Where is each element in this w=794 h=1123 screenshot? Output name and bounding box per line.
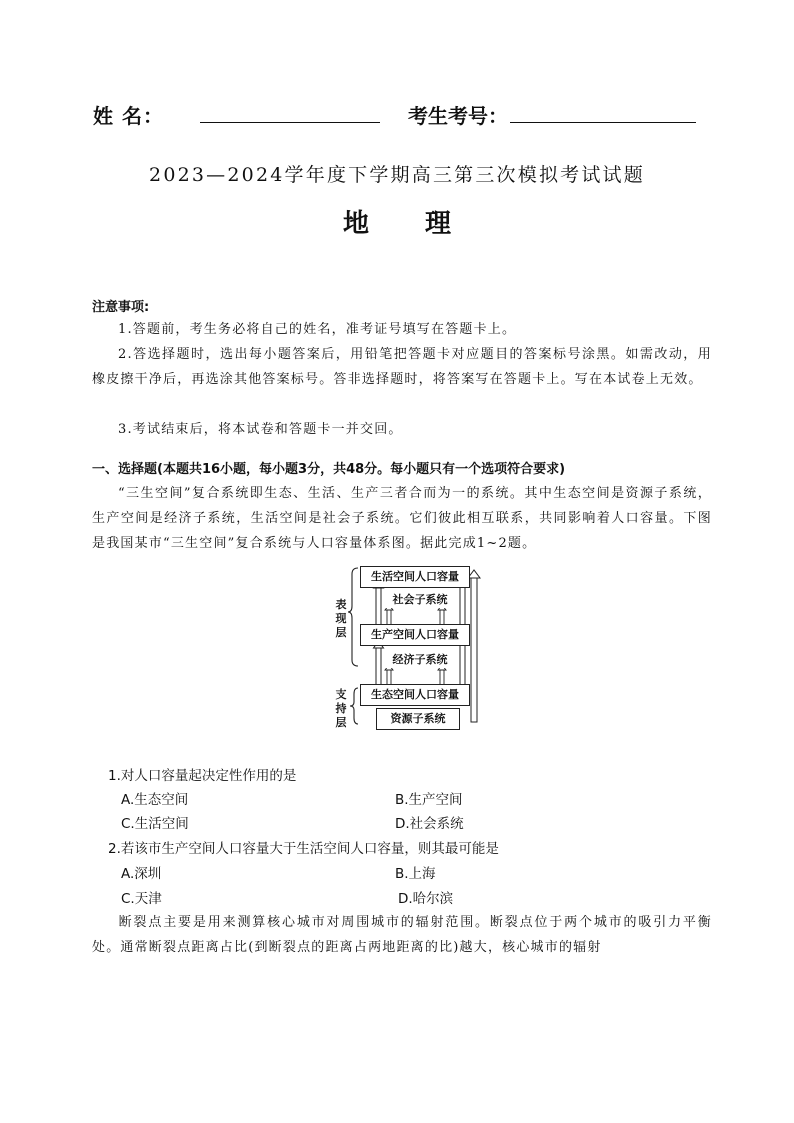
box-ecological-capacity: 生态空间人口容量	[360, 684, 470, 706]
question-2-stem: 2.若该市生产空间人口容量大于生活空间人口容量，则其最可能是	[108, 841, 499, 857]
notice-item-2: 2.答选择题时，选出每小题答案后，用铅笔把答题卡对应题目的答案标号涂黑。如需改动，用橡皮擦干净后，再选涂其他答案标号。答非选择题时，将答案写在答题卡上。写在本试卷上无效。	[92, 347, 712, 387]
name-label: 姓 名：	[93, 104, 164, 128]
box-resource-subsystem: 资源子系统	[376, 708, 460, 730]
side-label-performance: 表现层	[335, 598, 347, 639]
side-label-support: 支持层	[335, 688, 347, 729]
subject-title: 地 理	[342, 209, 452, 239]
notice-heading: 注意事项:	[92, 300, 150, 315]
q2-option-c: C.天津	[121, 891, 162, 907]
q1-option-a: A.生态空间	[121, 792, 189, 808]
section-heading: 一、选择题(本题共16小题，每小题3分，共48分。每小题只有一个选项符合要求)	[92, 462, 566, 477]
q2-option-d: D.哈尔滨	[398, 891, 454, 907]
q2-option-a: A.深圳	[121, 866, 162, 882]
box-economic-subsystem: 经济子系统	[385, 652, 455, 668]
q1-option-d: D.社会系统	[395, 816, 464, 832]
q1-option-c: C.生活空间	[121, 816, 189, 832]
section-intro: “三生空间”复合系统即生态、生活、生产三者合而为一的系统。其中生态空间是资源子系统，生产空间是经济子系统，生活空间是社会子系统。它们彼此相互联系，共同影响着人口容量。下图是我国某市“三生空间”复合系统与人口容量体系图。据此完成1~2题。	[92, 486, 712, 551]
q2-option-b: B.上海	[395, 866, 436, 882]
three-space-diagram	[330, 560, 490, 736]
name-field[interactable]	[200, 122, 380, 123]
box-production-capacity: 生产空间人口容量	[360, 624, 470, 646]
notice-item-3: 3.考试结束后，将本试卷和答题卡一并交回。	[118, 422, 403, 437]
box-social-subsystem: 社会子系统	[385, 592, 455, 608]
q1-option-b: B.生产空间	[395, 792, 463, 808]
box-living-capacity: 生活空间人口容量	[360, 566, 470, 588]
exam-number-field[interactable]	[510, 122, 696, 123]
exam-number-label: 考生考号：	[408, 104, 508, 128]
passage-breakpoint: 断裂点主要是用来测算核心城市对周围城市的辐射范围。断裂点位于两个城市的吸引力平衡处。通常断裂点距离占比(到断裂点的距离占两地距离的比)越大，核心城市的辐射	[92, 915, 712, 955]
exam-title: 2023—2024学年度下学期高三第三次模拟考试试题	[149, 164, 645, 186]
question-1-stem: 1.对人口容量起决定性作用的是	[108, 768, 297, 784]
notice-item-1: 1.答题前，考生务必将自己的姓名，准考证号填写在答题卡上。	[118, 322, 517, 337]
